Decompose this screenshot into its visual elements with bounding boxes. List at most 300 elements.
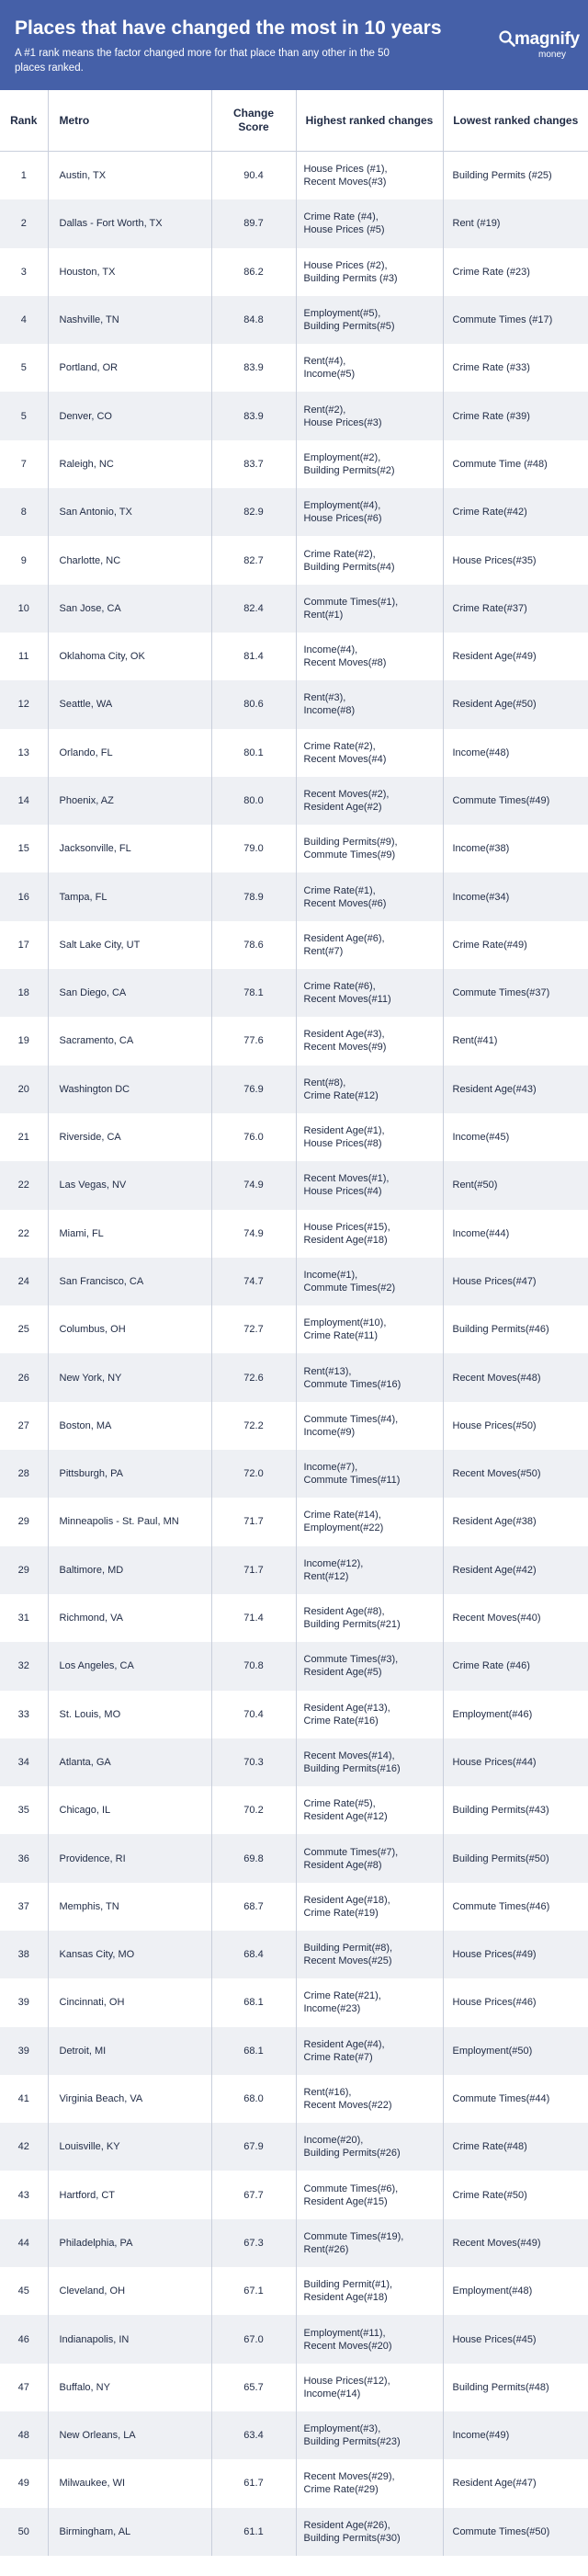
change-score-cell: 90.4 (211, 152, 296, 200)
metro-cell: Kansas City, MO (48, 1931, 211, 1978)
change-score-cell: 78.6 (211, 921, 296, 969)
rank-cell: 17 (17, 939, 29, 951)
table-row (0, 2364, 588, 2411)
lowest-changes-cell: Crime Rate (#23) (443, 248, 588, 296)
lowest-changes-cell: Crime Rate (#46) (443, 1642, 588, 1690)
lowest-changes-cell: Commute Times(#46) (443, 1883, 588, 1931)
change-score-cell: 61.1 (211, 2508, 296, 2556)
rank-cell: 12 (0, 680, 48, 728)
change-score-cell: 80.0 (211, 777, 296, 825)
table-row (0, 2123, 588, 2171)
table-row (0, 825, 588, 872)
rank-cell: 44 (0, 2219, 48, 2267)
rank-cell: 2 (0, 199, 48, 247)
table-row (0, 1498, 588, 1545)
highest-changes-cell: Employment(#3), Building Permits(#23) (296, 2411, 443, 2459)
table-row (0, 1883, 588, 1931)
highest-changes-cell: House Prices(#15), Resident Age(#18) (296, 1210, 443, 1258)
table-row (0, 2267, 588, 2315)
rank-cell: 47 (17, 2381, 29, 2393)
change-score-cell: 68.4 (211, 1931, 296, 1978)
highest-changes-cell: Employment(#4), House Prices(#6) (296, 488, 443, 536)
table-row (0, 2411, 588, 2459)
lowest-changes-cell: Commute Times(#49) (443, 777, 588, 825)
highest-changes-cell: Resident Age(#8), Building Permits(#21) (296, 1594, 443, 1642)
table-row (0, 1738, 588, 1786)
rank-cell: 50 (0, 2508, 48, 2556)
change-score-cell: 81.4 (211, 633, 296, 680)
page-title: Places that have changed the most in 10 years (15, 17, 442, 39)
change-score-cell: 70.3 (211, 1738, 296, 1786)
lowest-changes-cell: Income(#34) (443, 872, 588, 920)
rank-cell: 28 (0, 1450, 48, 1498)
rank-cell: 35 (17, 1805, 29, 1817)
metro-cell: Denver, CO (48, 392, 211, 439)
table-row (0, 1594, 588, 1642)
highest-changes-cell: Employment(#2), Building Permits(#2) (296, 440, 443, 488)
col-header-change-score: Change Score (211, 90, 296, 152)
highest-changes-cell: House Prices (#2), Building Permits (#3) (296, 248, 443, 296)
lowest-changes-cell: House Prices(#50) (443, 1402, 588, 1450)
rank-cell: 38 (0, 1931, 48, 1978)
metro-cell: Atlanta, GA (48, 1738, 211, 1786)
rank-cell: 36 (0, 1834, 48, 1882)
rank-cell: 3 (20, 266, 27, 278)
change-score-cell: 67.3 (211, 2219, 296, 2267)
change-score-cell: 69.8 (211, 1834, 296, 1882)
change-score-cell: 68.1 (211, 1978, 296, 2026)
metro-cell: Providence, RI (48, 1834, 211, 1882)
rank-cell: 22 (0, 1161, 48, 1209)
rank-cell: 25 (17, 1324, 29, 1336)
metro-cell: Charlotte, NC (48, 536, 211, 584)
table-row (0, 2508, 588, 2556)
table-row (0, 633, 588, 680)
change-score-cell: 67.7 (211, 2171, 296, 2218)
table-row (0, 152, 588, 200)
rank-cell: 4 (0, 296, 48, 344)
change-score-cell: 67.0 (211, 2315, 296, 2363)
header-banner (0, 0, 588, 90)
highest-changes-cell: Commute Times(#19), Rent(#26) (296, 2219, 443, 2267)
lowest-changes-cell: Building Permits(#43) (443, 1786, 588, 1834)
rankings-table (0, 90, 588, 2556)
change-score-cell: 70.2 (211, 1786, 296, 1834)
change-score-cell: 83.7 (211, 440, 296, 488)
lowest-changes-cell: Employment(#50) (443, 2027, 588, 2075)
change-score-cell: 89.7 (211, 199, 296, 247)
rank-cell: 20 (0, 1066, 48, 1113)
metro-cell: Tampa, FL (48, 872, 211, 920)
metro-cell: Chicago, IL (48, 1786, 211, 1834)
change-score-cell: 68.0 (211, 2075, 296, 2123)
metro-cell: Minneapolis - St. Paul, MN (48, 1498, 211, 1545)
table-row (0, 969, 588, 1017)
table-row (0, 2027, 588, 2075)
highest-changes-cell: Recent Moves(#29), Crime Rate(#29) (296, 2459, 443, 2507)
table-row (0, 344, 588, 392)
lowest-changes-cell: Rent(#41) (443, 1017, 588, 1065)
metro-cell: New York, NY (48, 1353, 211, 1401)
magnifier-icon (498, 29, 516, 48)
highest-changes-cell: Recent Moves(#2), Resident Age(#2) (296, 777, 443, 825)
highest-changes-cell: Rent(#3), Income(#8) (296, 680, 443, 728)
table-row (0, 199, 588, 247)
lowest-changes-cell: Recent Moves(#48) (443, 1353, 588, 1401)
lowest-changes-cell: Recent Moves(#49) (443, 2219, 588, 2267)
metro-cell: Riverside, CA (48, 1113, 211, 1161)
rank-cell: 37 (17, 1900, 29, 1912)
highest-changes-cell: Commute Times(#4), Income(#9) (296, 1402, 443, 1450)
change-score-cell: 76.0 (211, 1113, 296, 1161)
change-score-cell: 86.2 (211, 248, 296, 296)
lowest-changes-cell: Rent (#19) (443, 199, 588, 247)
lowest-changes-cell: Income(#48) (443, 729, 588, 777)
highest-changes-cell: Recent Moves(#14), Building Permits(#16) (296, 1738, 443, 1786)
lowest-changes-cell: Commute Times(#37) (443, 969, 588, 1017)
metro-cell: Nashville, TN (48, 296, 211, 344)
lowest-changes-cell: Resident Age(#50) (443, 680, 588, 728)
highest-changes-cell: Employment(#11), Recent Moves(#20) (296, 2315, 443, 2363)
highest-changes-cell: Income(#1), Commute Times(#2) (296, 1258, 443, 1305)
table-header-row (0, 90, 588, 152)
change-score-cell: 65.7 (211, 2364, 296, 2411)
highest-changes-cell: Crime Rate(#1), Recent Moves(#6) (296, 872, 443, 920)
lowest-changes-cell: Crime Rate (#39) (443, 392, 588, 439)
highest-changes-cell: Resident Age(#1), House Prices(#8) (296, 1113, 443, 1161)
table-row (0, 680, 588, 728)
lowest-changes-cell: Crime Rate(#49) (443, 921, 588, 969)
table-row (0, 440, 588, 488)
rank-cell: 39 (0, 2027, 48, 2075)
table-row (0, 1161, 588, 1209)
rank-cell: 22 (17, 1227, 29, 1239)
change-score-cell: 77.6 (211, 1017, 296, 1065)
metro-cell: Buffalo, NY (48, 2364, 211, 2411)
lowest-changes-cell: House Prices(#44) (443, 1738, 588, 1786)
metro-cell: Los Angeles, CA (48, 1642, 211, 1690)
rank-cell: 49 (17, 2478, 29, 2490)
rank-cell: 46 (0, 2315, 48, 2363)
table-row (0, 1210, 588, 1258)
table-row (0, 248, 588, 296)
change-score-cell: 70.8 (211, 1642, 296, 1690)
lowest-changes-cell: House Prices(#49) (443, 1931, 588, 1978)
change-score-cell: 74.9 (211, 1210, 296, 1258)
change-score-cell: 74.7 (211, 1258, 296, 1305)
lowest-changes-cell: Rent(#50) (443, 1161, 588, 1209)
lowest-changes-cell: Crime Rate(#50) (443, 2171, 588, 2218)
table-row (0, 2459, 588, 2507)
lowest-changes-cell: Building Permits(#50) (443, 1834, 588, 1882)
change-score-cell: 79.0 (211, 825, 296, 872)
metro-cell: Miami, FL (48, 1210, 211, 1258)
lowest-changes-cell: Employment(#48) (443, 2267, 588, 2315)
highest-changes-cell: Resident Age(#13), Crime Rate(#16) (296, 1691, 443, 1738)
table-row (0, 488, 588, 536)
highest-changes-cell: Crime Rate(#6), Recent Moves(#11) (296, 969, 443, 1017)
lowest-changes-cell: Resident Age(#49) (443, 633, 588, 680)
change-score-cell: 70.4 (211, 1691, 296, 1738)
lowest-changes-cell: Income(#45) (443, 1113, 588, 1161)
change-score-cell: 83.9 (211, 392, 296, 439)
rank-cell: 42 (0, 2123, 48, 2171)
change-score-cell: 72.7 (211, 1305, 296, 1353)
highest-changes-cell: House Prices(#12), Income(#14) (296, 2364, 443, 2411)
highest-changes-cell: Employment(#10), Crime Rate(#11) (296, 1305, 443, 1353)
rank-cell: 26 (0, 1353, 48, 1401)
magnify-money-logo[interactable] (498, 26, 580, 63)
change-score-cell: 72.2 (211, 1402, 296, 1450)
highest-changes-cell: Crime Rate(#5), Resident Age(#12) (296, 1786, 443, 1834)
metro-cell: Sacramento, CA (48, 1017, 211, 1065)
change-score-cell: 68.7 (211, 1883, 296, 1931)
lowest-changes-cell: Commute Times(#44) (443, 2075, 588, 2123)
table-row (0, 1786, 588, 1834)
rank-cell: 24 (0, 1258, 48, 1305)
metro-cell: Hartford, CT (48, 2171, 211, 2218)
rank-cell: 15 (17, 843, 29, 855)
metro-cell: Dallas - Fort Worth, TX (48, 199, 211, 247)
metro-cell: Seattle, WA (48, 680, 211, 728)
rank-cell: 31 (17, 1613, 29, 1624)
metro-cell: Oklahoma City, OK (48, 633, 211, 680)
table-row (0, 921, 588, 969)
metro-cell: Boston, MA (48, 1402, 211, 1450)
change-score-cell: 72.0 (211, 1450, 296, 1498)
change-score-cell: 71.4 (211, 1594, 296, 1642)
highest-changes-cell: Resident Age(#6), Rent(#7) (296, 921, 443, 969)
lowest-changes-cell: Crime Rate (#33) (443, 344, 588, 392)
highest-changes-cell: Rent(#2), House Prices(#3) (296, 392, 443, 439)
lowest-changes-cell: Commute Time (#48) (443, 440, 588, 488)
change-score-cell: 82.4 (211, 585, 296, 633)
rank-cell: 29 (17, 1516, 29, 1528)
lowest-changes-cell: Crime Rate(#37) (443, 585, 588, 633)
rank-cell: 32 (0, 1642, 48, 1690)
change-score-cell: 67.9 (211, 2123, 296, 2171)
lowest-changes-cell: Income(#49) (443, 2411, 588, 2459)
metro-cell: New Orleans, LA (48, 2411, 211, 2459)
highest-changes-cell: Resident Age(#3), Recent Moves(#9) (296, 1017, 443, 1065)
table-row (0, 1834, 588, 1882)
lowest-changes-cell: Income(#44) (443, 1210, 588, 1258)
change-score-cell: 71.7 (211, 1498, 296, 1545)
lowest-changes-cell: Recent Moves(#40) (443, 1594, 588, 1642)
rank-cell: 16 (0, 872, 48, 920)
rank-cell: 19 (17, 1035, 29, 1047)
table-row (0, 392, 588, 439)
highest-changes-cell: Crime Rate(#2), Recent Moves(#4) (296, 729, 443, 777)
highest-changes-cell: Commute Times(#3), Resident Age(#5) (296, 1642, 443, 1690)
rank-cell: 1 (20, 170, 27, 182)
highest-changes-cell: Rent(#13), Commute Times(#16) (296, 1353, 443, 1401)
lowest-changes-cell: House Prices(#47) (443, 1258, 588, 1305)
highest-changes-cell: Income(#12), Rent(#12) (296, 1546, 443, 1594)
table-row (0, 2171, 588, 2218)
lowest-changes-cell: Recent Moves(#50) (443, 1450, 588, 1498)
metro-cell: Raleigh, NC (48, 440, 211, 488)
lowest-changes-cell: Employment(#46) (443, 1691, 588, 1738)
lowest-changes-cell: House Prices(#45) (443, 2315, 588, 2363)
change-score-cell: 71.7 (211, 1546, 296, 1594)
rank-cell: 8 (0, 488, 48, 536)
highest-changes-cell: Resident Age(#4), Crime Rate(#7) (296, 2027, 443, 2075)
table-row (0, 1931, 588, 1978)
lowest-changes-cell: Commute Times (#17) (443, 296, 588, 344)
metro-cell: San Antonio, TX (48, 488, 211, 536)
logo-wordmark: magnify (514, 29, 580, 49)
table-row (0, 1017, 588, 1065)
table-row (0, 729, 588, 777)
rank-cell: 43 (17, 2189, 29, 2201)
rank-cell: 34 (0, 1738, 48, 1786)
rank-cell: 13 (17, 747, 29, 758)
metro-cell: Richmond, VA (48, 1594, 211, 1642)
change-score-cell: 76.9 (211, 1066, 296, 1113)
metro-cell: Detroit, MI (48, 2027, 211, 2075)
highest-changes-cell: Rent(#16), Recent Moves(#22) (296, 2075, 443, 2123)
metro-cell: Houston, TX (48, 248, 211, 296)
metro-cell: Cincinnati, OH (48, 1978, 211, 2026)
change-score-cell: 67.1 (211, 2267, 296, 2315)
metro-cell: San Francisco, CA (48, 1258, 211, 1305)
change-score-cell: 84.8 (211, 296, 296, 344)
metro-cell: Louisville, KY (48, 2123, 211, 2171)
highest-changes-cell: Commute Times(#7), Resident Age(#8) (296, 1834, 443, 1882)
rank-cell: 29 (0, 1546, 48, 1594)
rank-cell: 11 (18, 651, 29, 663)
rank-cell: 39 (17, 1997, 29, 2009)
rank-cell: 45 (17, 2285, 29, 2297)
logo-subword: money (538, 50, 567, 60)
metro-cell: Austin, TX (48, 152, 211, 200)
rank-cell: 18 (0, 969, 48, 1017)
col-header-highest: Highest ranked changes (296, 90, 443, 152)
metro-cell: Columbus, OH (48, 1305, 211, 1353)
change-score-cell: 61.7 (211, 2459, 296, 2507)
table-row (0, 1113, 588, 1161)
table-row (0, 2315, 588, 2363)
rank-cell: 5 (20, 362, 27, 374)
metro-cell: Las Vegas, NV (48, 1161, 211, 1209)
table-row (0, 1546, 588, 1594)
table-row (0, 1450, 588, 1498)
highest-changes-cell: Commute Times(#1), Rent(#1) (296, 585, 443, 633)
change-score-cell: 68.1 (211, 2027, 296, 2075)
highest-changes-cell: Building Permits(#9), Commute Times(#9) (296, 825, 443, 872)
table-row (0, 296, 588, 344)
metro-cell: San Jose, CA (48, 585, 211, 633)
lowest-changes-cell: Resident Age(#43) (443, 1066, 588, 1113)
rank-cell: 48 (0, 2411, 48, 2459)
change-score-cell: 74.9 (211, 1161, 296, 1209)
lowest-changes-cell: Building Permits(#46) (443, 1305, 588, 1353)
col-header-lowest: Lowest ranked changes (443, 90, 588, 152)
metro-cell: Memphis, TN (48, 1883, 211, 1931)
lowest-changes-cell: Commute Times(#50) (443, 2508, 588, 2556)
metro-cell: Virginia Beach, VA (48, 2075, 211, 2123)
lowest-changes-cell: Income(#38) (443, 825, 588, 872)
table-row (0, 2219, 588, 2267)
highest-changes-cell: Rent(#4), Income(#5) (296, 344, 443, 392)
highest-changes-cell: Commute Times(#6), Resident Age(#15) (296, 2171, 443, 2218)
change-score-cell: 72.6 (211, 1353, 296, 1401)
table-row (0, 1258, 588, 1305)
lowest-changes-cell: Building Permits(#48) (443, 2364, 588, 2411)
change-score-cell: 83.9 (211, 344, 296, 392)
change-score-cell: 80.1 (211, 729, 296, 777)
rank-cell: 27 (17, 1419, 29, 1431)
highest-changes-cell: Resident Age(#26), Building Permits(#30) (296, 2508, 443, 2556)
table-row (0, 872, 588, 920)
change-score-cell: 78.1 (211, 969, 296, 1017)
col-header-metro: Metro (48, 90, 211, 152)
highest-changes-cell: Crime Rate(#14), Employment(#22) (296, 1498, 443, 1545)
highest-changes-cell: Crime Rate(#21), Income(#23) (296, 1978, 443, 2026)
metro-cell: Orlando, FL (48, 729, 211, 777)
highest-changes-cell: Rent(#8), Crime Rate(#12) (296, 1066, 443, 1113)
rank-cell: 9 (20, 554, 27, 566)
highest-changes-cell: House Prices (#1), Recent Moves(#3) (296, 152, 443, 200)
lowest-changes-cell: Building Permits (#25) (443, 152, 588, 200)
metro-cell: Portland, OR (48, 344, 211, 392)
metro-cell: Jacksonville, FL (48, 825, 211, 872)
table-row (0, 536, 588, 584)
table-row (0, 1978, 588, 2026)
metro-cell: Indianapolis, IN (48, 2315, 211, 2363)
metro-cell: San Diego, CA (48, 969, 211, 1017)
metro-cell: Baltimore, MD (48, 1546, 211, 1594)
rank-cell: 5 (0, 392, 48, 439)
change-score-cell: 82.7 (211, 536, 296, 584)
table-row (0, 1066, 588, 1113)
change-score-cell: 82.9 (211, 488, 296, 536)
lowest-changes-cell: Resident Age(#38) (443, 1498, 588, 1545)
highest-changes-cell: Crime Rate(#2), Building Permits(#4) (296, 536, 443, 584)
table-row (0, 1402, 588, 1450)
rank-cell: 33 (17, 1708, 29, 1720)
highest-changes-cell: Building Permit(#1), Resident Age(#18) (296, 2267, 443, 2315)
rank-cell: 14 (0, 777, 48, 825)
change-score-cell: 80.6 (211, 680, 296, 728)
table-row (0, 1353, 588, 1401)
highest-changes-cell: Income(#4), Recent Moves(#8) (296, 633, 443, 680)
col-header-rank: Rank (0, 90, 48, 152)
metro-cell: Washington DC (48, 1066, 211, 1113)
change-score-cell: 63.4 (211, 2411, 296, 2459)
rank-cell: 7 (20, 458, 27, 470)
lowest-changes-cell: Crime Rate(#42) (443, 488, 588, 536)
lowest-changes-cell: Resident Age(#42) (443, 1546, 588, 1594)
highest-changes-cell: Income(#20), Building Permits(#26) (296, 2123, 443, 2171)
highest-changes-cell: Crime Rate (#4), House Prices (#5) (296, 199, 443, 247)
metro-cell: Milwaukee, WI (48, 2459, 211, 2507)
table-row (0, 777, 588, 825)
rank-cell: 21 (17, 1132, 29, 1144)
metro-cell: Salt Lake City, UT (48, 921, 211, 969)
lowest-changes-cell: House Prices(#35) (443, 536, 588, 584)
rank-cell: 10 (0, 585, 48, 633)
table-row (0, 585, 588, 633)
metro-cell: Pittsburgh, PA (48, 1450, 211, 1498)
lowest-changes-cell: Resident Age(#47) (443, 2459, 588, 2507)
metro-cell: Philadelphia, PA (48, 2219, 211, 2267)
lowest-changes-cell: Crime Rate(#48) (443, 2123, 588, 2171)
table-row (0, 2075, 588, 2123)
highest-changes-cell: Recent Moves(#1), House Prices(#4) (296, 1161, 443, 1209)
table-row (0, 1691, 588, 1738)
